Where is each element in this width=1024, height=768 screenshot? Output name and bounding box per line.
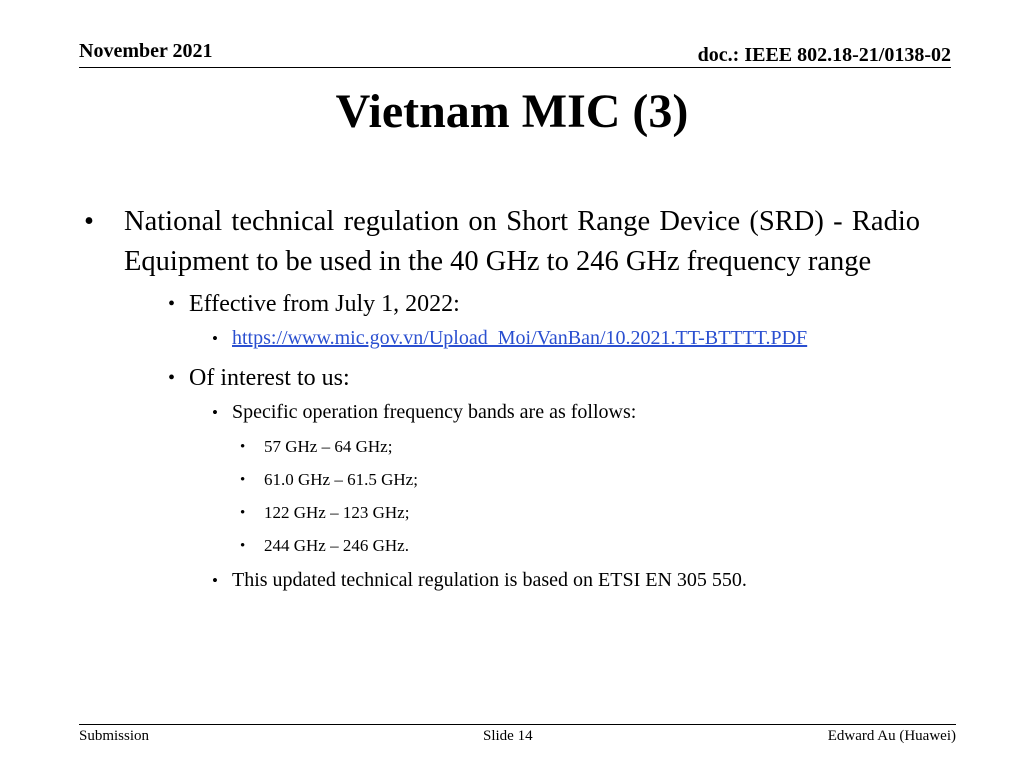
bullet-icon: • bbox=[212, 403, 218, 422]
regulation-link[interactable]: https://www.mic.gov.vn/Upload_Moi/VanBan/10.2021.TT-BTTTT.PDF bbox=[232, 327, 808, 349]
bullet-icon: • bbox=[212, 571, 218, 590]
footer-submission: Submission bbox=[79, 728, 150, 744]
slide-content bbox=[84, 202, 920, 604]
bullet-icon: • bbox=[168, 293, 176, 315]
header-divider bbox=[79, 67, 951, 68]
regulation-text: National technical regulation on Short Range Device (SRD) - Radio Equipment to be used in the 40 GHz to 246 GHz frequency range bbox=[124, 206, 920, 277]
bullet-level3-link bbox=[212, 326, 920, 351]
band-item bbox=[240, 469, 920, 491]
band-item bbox=[240, 502, 920, 524]
band-item bbox=[240, 436, 920, 458]
interest-text: Of interest to us: bbox=[189, 365, 350, 391]
bullet-level1-regulation bbox=[84, 202, 920, 282]
bullet-level2-interest bbox=[168, 362, 920, 394]
bullet-level3-bands-intro bbox=[212, 400, 920, 425]
header-date: November 2021 bbox=[79, 40, 213, 62]
footer-author: Edward Au (Huawei) bbox=[827, 728, 956, 744]
band-text: 61.0 GHz – 61.5 GHz; bbox=[264, 470, 418, 489]
bullet-icon: • bbox=[212, 329, 218, 348]
bullet-icon: • bbox=[240, 538, 246, 554]
band-text: 122 GHz – 123 GHz; bbox=[264, 503, 410, 522]
bullet-icon: • bbox=[168, 367, 176, 389]
bullet-icon: • bbox=[240, 505, 246, 521]
slide-title: Vietnam MIC (3) bbox=[335, 85, 689, 138]
effective-text: Effective from July 1, 2022: bbox=[189, 291, 460, 317]
bullet-icon: • bbox=[240, 472, 246, 488]
band-text: 57 GHz – 64 GHz; bbox=[264, 437, 393, 456]
band-item bbox=[240, 535, 920, 557]
footer-slide-number: Slide 14 bbox=[483, 728, 533, 744]
bullet-icon: • bbox=[240, 439, 246, 455]
bullet-level2-effective bbox=[168, 288, 920, 320]
footer-divider bbox=[79, 724, 956, 725]
basis-text: This updated technical regulation is based on ETSI EN 305 550. bbox=[232, 569, 747, 591]
bullet-level3-basis bbox=[212, 568, 920, 593]
bullet-icon: • bbox=[84, 206, 94, 237]
bands-intro-text: Specific operation frequency bands are as follows: bbox=[232, 401, 637, 423]
band-text: 244 GHz – 246 GHz. bbox=[264, 536, 409, 555]
header-doc-number: doc.: IEEE 802.18-21/0138-02 bbox=[697, 44, 951, 66]
